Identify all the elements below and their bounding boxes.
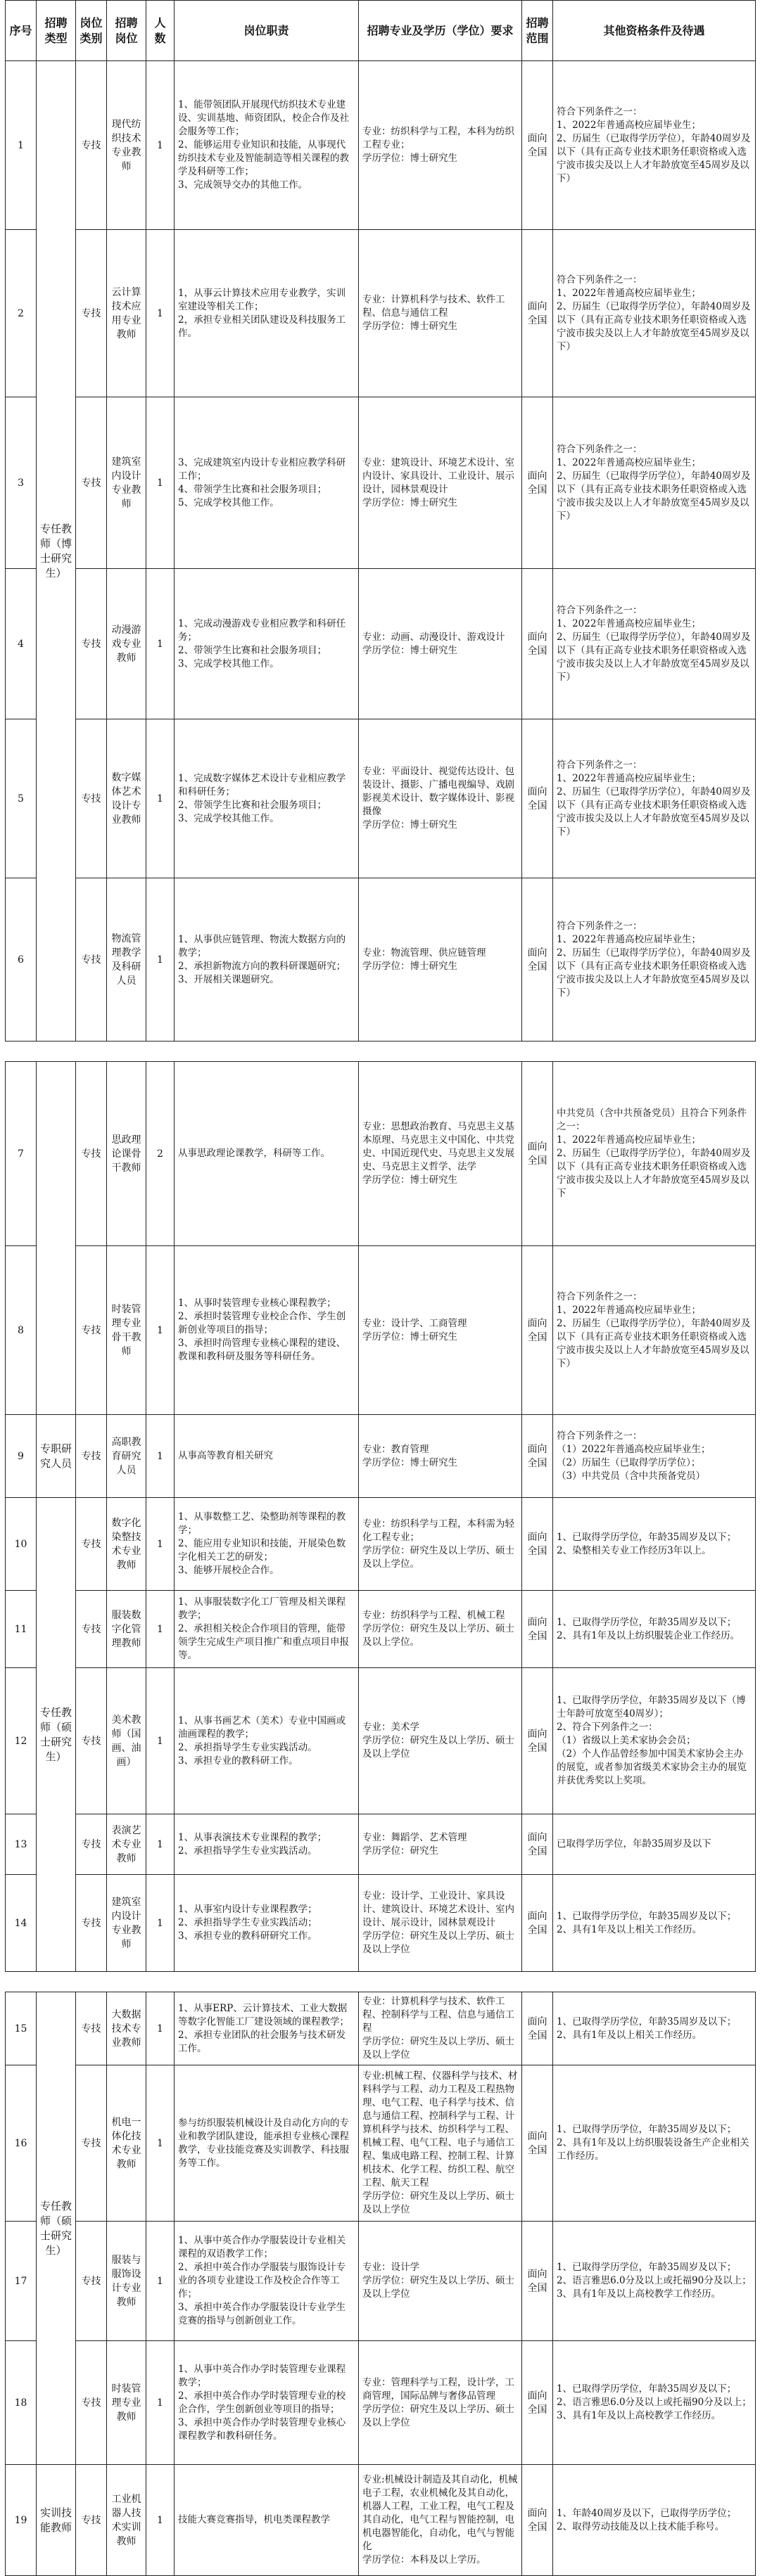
- headcount: 1: [146, 719, 175, 878]
- row-number: 13: [6, 1814, 37, 1875]
- table-body: [6, 61, 756, 2576]
- section-gap: [6, 1972, 756, 1992]
- major-requirement: 专业：舞蹈学、艺术管理 学历学位：研究生: [359, 1814, 522, 1875]
- row-number: 14: [6, 1875, 37, 1972]
- post-name: 大数据技术专业教师: [107, 1992, 146, 2065]
- post-name: 建筑室内设计专业教师: [107, 1875, 146, 1972]
- table-row: [6, 2341, 756, 2465]
- table-row: [6, 230, 756, 397]
- post-duties: 1、从事时装管理专业核心课程教学； 2、承担时装管理专业校企合作、学生创新创业等项目的指导； 3、承担时尚管理专业核心课程的建设、教课和教科研及服务等科研任务。: [175, 1246, 359, 1415]
- row-number: 15: [6, 1992, 37, 2065]
- other-conditions: 1、已取得学历学位，年龄35周岁及以下； 2、染整相关专业工作经历3年以上。: [553, 1498, 756, 1591]
- row-number: 11: [6, 1591, 37, 1668]
- post-category: 专技: [76, 1992, 107, 2065]
- recruit-range: 面向全国: [522, 1668, 553, 1814]
- table-row: [6, 1814, 756, 1875]
- other-conditions: 符合下列条件之一： （1）2022年普通高校应届毕业生； （2）历届生（已取得学历学位）； （3）中共党员（含中共预备党员）: [553, 1415, 756, 1498]
- post-name: 物流管理教学及科研人员: [107, 878, 146, 1042]
- recruit-range: 面向全国: [522, 1992, 553, 2065]
- major-requirement: 专业：纺织科学与工程，本科为纺织工程专业； 学历学位：博士研究生: [359, 61, 522, 230]
- row-number: 17: [6, 2222, 37, 2341]
- header-category: 岗位类别: [76, 1, 107, 61]
- post-duties: 1、从事室内设计专业课程教学； 2、承担指导学生专业实践活动； 3、承担专业的教科研研究工作。: [175, 1875, 359, 1972]
- post-category: 专技: [76, 1591, 107, 1668]
- post-category: 专技: [76, 1814, 107, 1875]
- other-conditions: 1、已取得学历学位，年龄35周岁及以下； 2、具有1年及以上纺织服装企业工作经历。: [553, 1591, 756, 1668]
- headcount: 1: [146, 878, 175, 1042]
- table-row: [6, 2465, 756, 2576]
- row-number: 8: [6, 1246, 37, 1415]
- major-requirement: 专业：思想政治教育、马克思主义基本原理、马克思主义中国化、中共党史、中国近现代史、马克思主义发展史、马克思主义哲学、法学 学历学位：博士研究生: [359, 1062, 522, 1246]
- headcount: 1: [146, 569, 175, 719]
- other-conditions: 符合下列条件之一： 1、2022年普通高校应届毕业生； 2、历届生（已取得学历学位），年龄40周岁及以下（具有正高专业技术职务任职资格或入选宁波市拔尖及以上人才年龄放宽至45周岁及以下）: [553, 61, 756, 230]
- table-row: [6, 397, 756, 569]
- post-name: 数字化染整技术专业教师: [107, 1498, 146, 1591]
- post-name: 服装与服饰设计专业教师: [107, 2222, 146, 2341]
- recruit-range: 面向全国: [522, 1062, 553, 1246]
- other-conditions: 1、已取得学历学位，年龄35周岁及以下； 2、语言雅思6.0分及以上或托福90分及以上； 3、具有1年及以上高校教学工作经历。: [553, 2341, 756, 2465]
- post-duties: 3、完成建筑室内设计专业相应教学科研工作； 4、带领学生比赛和社会服务项目； 5、完成学校其他工作。: [175, 397, 359, 569]
- post-name: 高职教育研究人员: [107, 1415, 146, 1498]
- major-requirement: 专业：平面设计、视觉传达设计、包装设计、摄影、广播电视编导、戏剧影视美术设计、数字媒体设计、影视摄像 学历学位：博士研究生: [359, 719, 522, 878]
- other-conditions: 符合下列条件之一： 1、2022年普通高校应届毕业生； 2、历届生（已取得学历学位），年龄40周岁及以下（具有正高专业技术职务任职资格或入选宁波市拔尖及以上人才年龄放宽至45周岁及以下）: [553, 230, 756, 397]
- header-row: [6, 1, 756, 61]
- post-duties: 1、完成数字媒体艺术设计专业相应教学和科研任务； 2、带领学生比赛和社会服务项目； 3、完成学校其他工作。: [175, 719, 359, 878]
- post-category: 专技: [76, 61, 107, 230]
- other-conditions: 已取得学历学位，年龄35周岁及以下: [553, 1814, 756, 1875]
- post-duties: 1、从事ERP、云计算技术、工业大数据等数字化智能工厂建设领域的课程教学； 2、承担专业团队的社会服务与技术研发工作。: [175, 1992, 359, 2065]
- recruitment-table: [5, 0, 756, 2576]
- other-conditions: 1、已取得学历学位，年龄35周岁及以下； 2、语言雅思6.0分及以上或托福90分及以上； 3、具有1年及以上高校教学工作经历。: [553, 2222, 756, 2341]
- post-duties: 1、从事表演技术专业课程的教学； 2、承担指导学生专业实践活动。: [175, 1814, 359, 1875]
- recruit-range: 面向全国: [522, 2222, 553, 2341]
- headcount: 1: [146, 1498, 175, 1591]
- post-duties: 1、从事书画艺术（美术）专业中国画或油画课程的教学； 2、承担指导学生专业实践活动。 3、承担专业的教科研工作。: [175, 1668, 359, 1814]
- post-name: 服装数字化管理教师: [107, 1591, 146, 1668]
- recruit-range: 面向全国: [522, 719, 553, 878]
- headcount: 1: [146, 1415, 175, 1498]
- recruit-range: 面向全国: [522, 1415, 553, 1498]
- headcount: 1: [146, 2465, 175, 2576]
- other-conditions: 1、年龄40周岁及以下，已取得学历学位； 2、取得劳动技能及以上技术能手称号。: [553, 2465, 756, 2576]
- recruit-range: 面向全国: [522, 2065, 553, 2222]
- major-requirement: 专业：美术学 学历学位：研究生及以上学历、硕士及以上学位: [359, 1668, 522, 1814]
- header-major: 招聘专业及学历（学位）要求: [359, 1, 522, 61]
- header-other: 其他资格条件及待遇: [553, 1, 756, 61]
- table-row: [6, 1062, 756, 1246]
- headcount: 1: [146, 397, 175, 569]
- post-category: 专技: [76, 878, 107, 1042]
- headcount: 1: [146, 2341, 175, 2465]
- major-requirement: 专业：设计学、工商管理 学历学位：博士研究生: [359, 1246, 522, 1415]
- post-name: 表演艺术专业教师: [107, 1814, 146, 1875]
- headcount: 1: [146, 2222, 175, 2341]
- post-category: 专技: [76, 1415, 107, 1498]
- table-row: [6, 1875, 756, 1972]
- header-no: 序号: [6, 1, 37, 61]
- post-name: 云计算技术应用专业教师: [107, 230, 146, 397]
- section-gap-cell: [6, 1042, 756, 1062]
- major-requirement: 专业：管理科学与工程，设计学，工商管理，国际品牌与奢侈品管理 学历学位：研究生及以上学历、硕士及以上学位: [359, 2341, 522, 2465]
- table-row: [6, 719, 756, 878]
- headcount: 1: [146, 61, 175, 230]
- headcount: 1: [146, 1246, 175, 1415]
- row-number: 16: [6, 2065, 37, 2222]
- post-category: 专技: [76, 2465, 107, 2576]
- post-duties: 1、能带领团队开展现代纺织技术专业建设、实训基地、师资团队，校企合作及社会服务等工作； 2、能够运用专业知识和技能，从事现代纺织技术专业及智能制造等相关课程的教学及科研等工作； 3、完成领导交办的其他工作。: [175, 61, 359, 230]
- headcount: 2: [146, 1062, 175, 1246]
- recruit-range: 面向全国: [522, 569, 553, 719]
- post-duties: 1、完成动漫游戏专业相应教学和科研任务； 2、带领学生比赛和社会服务项目； 3、完成学校其他工作。: [175, 569, 359, 719]
- section-gap: [6, 1042, 756, 1062]
- header-duties: 岗位职责: [175, 1, 359, 61]
- major-requirement: 专业：物流管理、供应链管理 学历学位：博士研究生: [359, 878, 522, 1042]
- post-duties: 1、从事数整工艺、染整助剂等课程的教学； 2、能应用专业知识和技能，开展染色数字化相关工艺的研发； 3、能够开展校企合作。: [175, 1498, 359, 1591]
- table-row: [6, 1246, 756, 1415]
- major-requirement: 专业：计算机科学与技术、软件工程、控制科学与工程、信息与通信工程 学历学位：研究生及以上学历、硕士及以上学位: [359, 1992, 522, 2065]
- other-conditions: 1、已取得学历学位，年龄35周岁及以下； 2、具有1年及以上相关工作经历。: [553, 1875, 756, 1972]
- recruit-type: 专任教师（博士研究生）: [37, 61, 76, 1042]
- row-number: 7: [6, 1062, 37, 1246]
- recruit-range: 面向全国: [522, 878, 553, 1042]
- other-conditions: 符合下列条件之一： 1、2022年普通高校应届毕业生； 2、历届生（已取得学历学位），年龄40周岁及以下（具有正高专业技术职务任职资格或入选宁波市拔尖及以上人才年龄放宽至45周岁及以下）: [553, 397, 756, 569]
- post-name: 现代纺织技术专业教师: [107, 61, 146, 230]
- post-category: 专技: [76, 230, 107, 397]
- table-row: [6, 2222, 756, 2341]
- table-row: [6, 1668, 756, 1814]
- row-number: 18: [6, 2341, 37, 2465]
- other-conditions: 符合下列条件之一： 1、2022年普通高校应届毕业生； 2、历届生（已取得学历学位），年龄40周岁及以下（具有正高专业技术职务任职资格或入选宁波市拔尖及以上人才年龄放宽至45周岁及以下）: [553, 719, 756, 878]
- post-category: 专技: [76, 719, 107, 878]
- post-category: 专技: [76, 1062, 107, 1246]
- post-duties: 1、从事服装数字化工厂管理及相关课程教学； 2、承担相关校企合作项目的管理，能带领学生完成生产项目推广和重点项目申报等。: [175, 1591, 359, 1668]
- major-requirement: 专业：建筑设计、环境艺术设计、室内设计、家具设计、工业设计、展示设计，园林景观设计 学历学位：博士研究生: [359, 397, 522, 569]
- recruit-type: 专任教师（硕士研究生）: [37, 1498, 76, 1972]
- recruit-type: 专职研究人员: [37, 1415, 76, 1498]
- recruit-range: 面向全国: [522, 1814, 553, 1875]
- recruit-range: 面向全国: [522, 397, 553, 569]
- major-requirement: 专业:机械工程、仪器科学与技术、材料科学与工程、动力工程及工程热物理、电气工程、电子科学与技术、信息与通信工程、控制科学与工程、计算机科学与技术、纺织科学与工程、机械工程、电气工程、电子与通信工程、集成电路工程、控制工程、计算机技术、化学工程、纺织工程、航空工程、航天工程 学历学位：研究生及以上学历、硕士及以上学位: [359, 2065, 522, 2222]
- post-duties: 从事高等教育相关研究: [175, 1415, 359, 1498]
- post-duties: 技能大赛竞赛指导，机电类课程教学: [175, 2465, 359, 2576]
- major-requirement: 专业：动画、动漫设计、游戏设计 学历学位：博士研究生: [359, 569, 522, 719]
- table-row: [6, 2065, 756, 2222]
- post-category: 专技: [76, 1875, 107, 1972]
- row-number: 1: [6, 61, 37, 230]
- headcount: 1: [146, 1992, 175, 2065]
- post-category: 专技: [76, 397, 107, 569]
- post-name: 建筑室内设计专业教师: [107, 397, 146, 569]
- headcount: 1: [146, 230, 175, 397]
- major-requirement: 专业:机械设计制造及其自动化，机械电子工程，农业机械化及其自动化，机器人工程，工业工程，电气工程及其自动化，电气工程与智能控制，电机电器智能化，自动化，电气与智能化 学历学位：本科及以上学历。: [359, 2465, 522, 2576]
- table-row: [6, 1498, 756, 1591]
- recruit-range: 面向全国: [522, 230, 553, 397]
- recruit-type: 实训技能教师: [37, 2465, 76, 2576]
- post-category: 专技: [76, 1668, 107, 1814]
- post-duties: 1、从事中英合作办学时装管理专业课程教学； 2、承担中英合作办学时装管理专业的校企合作，学生创新创业等项目的指导； 3、承担中英合作办学时装管理专业核心课程教学和教科研任务。: [175, 2341, 359, 2465]
- table-row: [6, 1992, 756, 2065]
- section-gap-cell: [6, 1972, 756, 1992]
- post-category: 专技: [76, 2341, 107, 2465]
- major-requirement: 专业：教育管理 学历学位：博士研究生: [359, 1415, 522, 1498]
- recruit-type: 专任教师（硕士研究生）: [37, 1992, 76, 2465]
- other-conditions: 1、已取得学历学位，年龄35周岁及以下； 2、具有1年及以上纺织服装设备生产企业相关工作经历。: [553, 2065, 756, 2222]
- table-row: [6, 878, 756, 1042]
- post-duties: 1，从事云计算技术应用专业教学，实训室建设等相关工作； 2，承担专业相关团队建设及科技服务工作。: [175, 230, 359, 397]
- row-number: 2: [6, 230, 37, 397]
- post-duties: 参与纺织服装机械设计及自动化方向的专业和教学团队建设，能承担专业核心课程教学，专业技能竞赛及实训教学、科技服务等工作。: [175, 2065, 359, 2222]
- row-number: 3: [6, 397, 37, 569]
- post-name: 时装管理专业骨干教师: [107, 1246, 146, 1415]
- post-duties: 从事思政理论课教学，科研等工作。: [175, 1062, 359, 1246]
- recruit-range: 面向全国: [522, 1246, 553, 1415]
- headcount: 1: [146, 2065, 175, 2222]
- post-name: 数字媒体艺术设计专业教师: [107, 719, 146, 878]
- recruit-range: 面向全国: [522, 61, 553, 230]
- post-name: 美术教师（国画、油画）: [107, 1668, 146, 1814]
- post-duties: 1、从事中英合作办学服装设计专业相关课程的双语教学工作； 2、承担中英合作办学服装与服饰设计专业的各项专业建设工作及校企合作等工作； 3、承担中英合作办学服装设计专业学生竞赛的指导与创新创业工作。: [175, 2222, 359, 2341]
- post-name: 工业机器人技术实训教师: [107, 2465, 146, 2576]
- major-requirement: 专业：设计学 学历学位：研究生及以上学历、硕士及以上学位: [359, 2222, 522, 2341]
- table-row: [6, 1415, 756, 1498]
- major-requirement: 专业：设计学、工业设计、家具设计、建筑设计、环境艺术设计、室内设计、展示设计，园林景观设计 学历学位：研究生及以上学历、硕士及以上学位: [359, 1875, 522, 1972]
- row-number: 4: [6, 569, 37, 719]
- header-count: 人数: [146, 1, 175, 61]
- other-conditions: 1、已取得学历学位，年龄35周岁及以下； 2、具有1年及以上相关工作经历。: [553, 1992, 756, 2065]
- row-number: 6: [6, 878, 37, 1042]
- major-requirement: 专业：计算机科学与技术、软件工程、信息与通信工程 学历学位：博士研究生: [359, 230, 522, 397]
- header-post: 招聘岗位: [107, 1, 146, 61]
- other-conditions: 符合下列条件之一： 1、2022年普通高校应届毕业生； 2、历届生（已取得学历学位），年龄40周岁及以下（具有正高专业技术职务任职资格或入选宁波市拔尖及以上人才年龄放宽至45周岁及以下）: [553, 1246, 756, 1415]
- post-category: 专技: [76, 2222, 107, 2341]
- row-number: 9: [6, 1415, 37, 1498]
- other-conditions: 中共党员（含中共预备党员）且符合下列条件之一： 1、2022年普通高校应届毕业生； 2、历届生（已取得学历学位），年龄40周岁及以下（具有正高专业技术职务任职资格或入选宁波市拔尖及以上人才年龄放宽至45周岁及以下: [553, 1062, 756, 1246]
- post-category: 专技: [76, 1498, 107, 1591]
- recruit-range: 面向全国: [522, 2465, 553, 2576]
- headcount: 1: [146, 1875, 175, 1972]
- post-category: 专技: [76, 1246, 107, 1415]
- headcount: 1: [146, 1591, 175, 1668]
- post-name: 动漫游戏专业教师: [107, 569, 146, 719]
- row-number: 12: [6, 1668, 37, 1814]
- header-type: 招聘类型: [37, 1, 76, 61]
- recruit-range: 面向全国: [522, 1591, 553, 1668]
- post-name: 时装管理专业教师: [107, 2341, 146, 2465]
- post-duties: 1、从事供应链管理、物流大数据方向的教学； 2、承担新物流方向的教科研课题研究； 3、开展相关课题研究。: [175, 878, 359, 1042]
- recruit-range: 面向全国: [522, 1498, 553, 1591]
- post-name: 机电一体化技术专业教师: [107, 2065, 146, 2222]
- other-conditions: 符合下列条件之一： 1、2022年普通高校应届毕业生； 2、历届生（已取得学历学位），年龄40周岁及以下（具有正高专业技术职务任职资格或入选宁波市拔尖及以上人才年龄放宽至45周岁及以下）: [553, 569, 756, 719]
- table-row: [6, 569, 756, 719]
- major-requirement: 专业：纺织科学与工程、机械工程 学历学位：研究生及以上学历、硕士及以上学位。: [359, 1591, 522, 1668]
- row-number: 5: [6, 719, 37, 878]
- row-number: 10: [6, 1498, 37, 1591]
- post-category: 专技: [76, 2065, 107, 2222]
- header-range: 招聘范围: [522, 1, 553, 61]
- recruit-range: 面向全国: [522, 2341, 553, 2465]
- recruit-type: [37, 1062, 76, 1415]
- table-row: [6, 61, 756, 230]
- major-requirement: 专业：纺织科学与工程，本科需为轻化工程专业； 学历学位：研究生及以上学历、硕士及以上学位。: [359, 1498, 522, 1591]
- row-number: 19: [6, 2465, 37, 2576]
- other-conditions: 1、已取得学历学位，年龄35周岁及以下（博士年龄可放宽至40周岁）； 2、符合下列条件之一： （1）省级以上美术家协会会员； （2）个人作品曾经参加中国美术家协会主办的展览，或者参加省级美术家协会主办的展览并获优秀奖以上奖项。: [553, 1668, 756, 1814]
- headcount: 1: [146, 1814, 175, 1875]
- post-name: 思政理论课骨干教师: [107, 1062, 146, 1246]
- post-category: 专技: [76, 569, 107, 719]
- headcount: 1: [146, 1668, 175, 1814]
- table-row: [6, 1591, 756, 1668]
- recruit-range: 面向全国: [522, 1875, 553, 1972]
- other-conditions: 符合下列条件之一： 1、2022年普通高校应届毕业生； 2、历届生（已取得学历学位），年龄40周岁及以下（具有正高专业技术职务任职资格或入选宁波市拔尖及以上人才年龄放宽至45周岁及以下）: [553, 878, 756, 1042]
